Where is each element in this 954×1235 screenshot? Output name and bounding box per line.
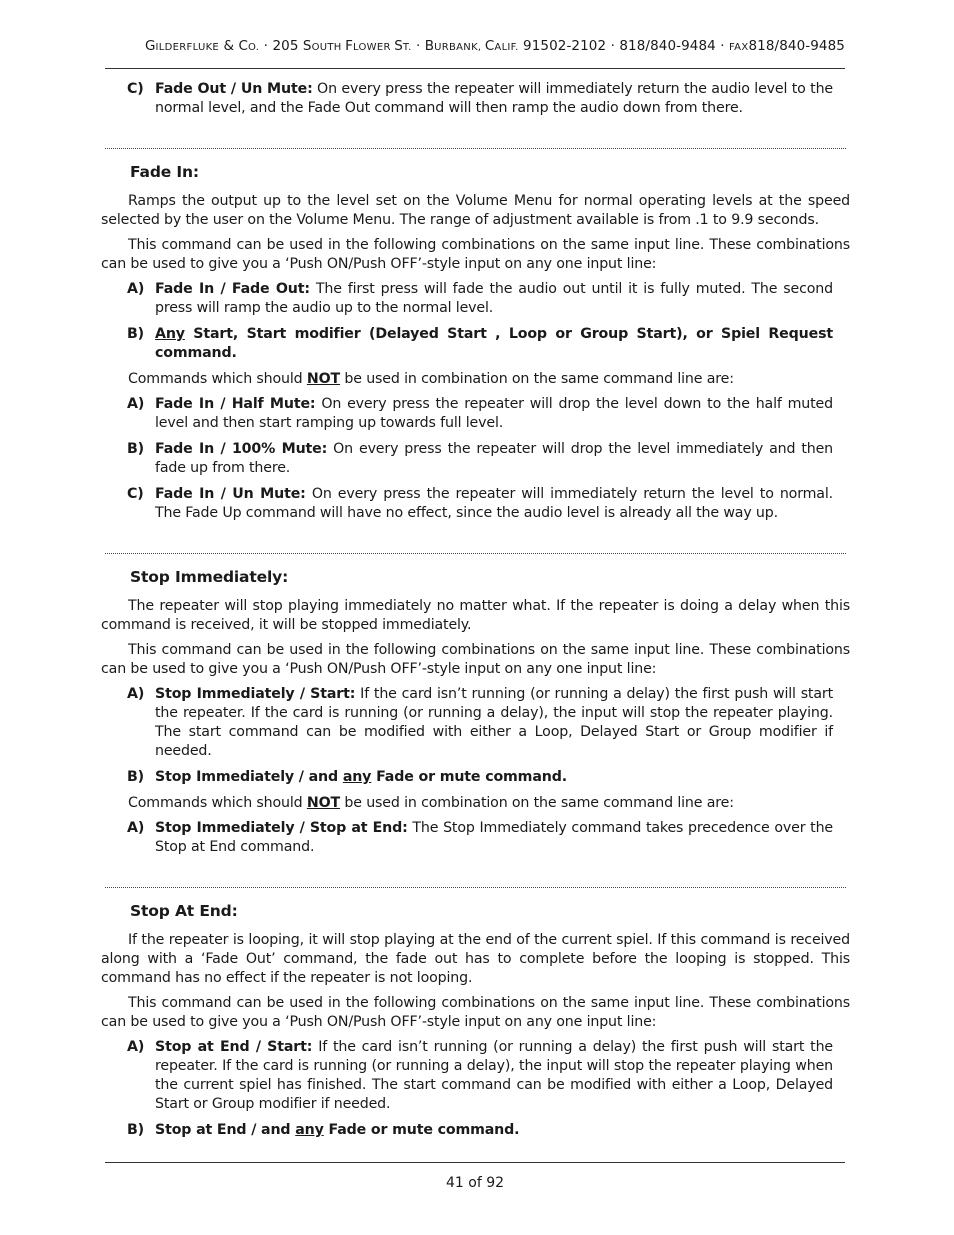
header-text: C (484, 38, 495, 54)
paragraph-text: be used in combination on the same command line are: (340, 795, 734, 811)
section-title: Fade In: (130, 163, 199, 181)
item-title: Stop at End / Start: (155, 1039, 313, 1055)
section-divider (105, 887, 846, 888)
list-item (101, 395, 850, 433)
underlined-word: NOT (306, 795, 341, 811)
header-text: ALIF. (494, 42, 519, 53)
underlined-word: any (342, 769, 372, 785)
item-label: B) (127, 769, 144, 785)
page-body (101, 80, 850, 1147)
underlined-word: NOT (306, 371, 341, 387)
paragraph-text: be used in combination on the same command line are: (340, 371, 734, 387)
header-text: F (345, 38, 353, 54)
paragraph: The repeater will stop playing immediately no matter what. If the repeater is doing a delay when this command is received, it will be stopped immediately. (101, 598, 850, 633)
item-label: A) (127, 281, 145, 297)
item-text: On every press the repeater will immediately return the level to normal. The Fade Up command will have no effect, since the audio level is already all the way up. (155, 486, 833, 521)
item-label: C) (127, 81, 144, 97)
item-text: If the card isn’t running (or running a delay) the first push will start the repeater. If the card is running (or running a delay), the input will stop the repeater playing when the current spiel has finished. The start command can be modified with either a Loop, Delayed Start or Group modifier if needed. (155, 1039, 833, 1112)
header-text: S (394, 38, 403, 54)
section-title: Stop At End: (130, 902, 238, 920)
header-text: ILDERFLUKE (155, 42, 220, 53)
item-label: A) (127, 686, 145, 702)
section-divider (105, 148, 846, 149)
page-header (105, 38, 845, 54)
item-text: Fade or mute command. (323, 1122, 520, 1138)
item-text: On every press the repeater will drop the level immediately and then fade up from there. (155, 441, 833, 476)
item-title: Fade In / Half Mute: (155, 396, 316, 412)
list-item (101, 768, 850, 787)
header-text: C (238, 38, 249, 54)
item-text: Stop at End / and (155, 1122, 296, 1138)
paragraph (128, 794, 850, 813)
item-text: Stop Immediately / and (155, 769, 343, 785)
item-label: A) (127, 1039, 145, 1055)
item-title: Fade Out / Un Mute: (155, 81, 313, 97)
paragraph (128, 370, 850, 389)
header-text: FAX (729, 42, 749, 53)
list-item (101, 440, 850, 478)
list-item (101, 1121, 850, 1140)
header-text: 818/840-9485 (748, 38, 845, 54)
item-label: A) (127, 820, 145, 836)
item-text: On every press the repeater will immediately return the audio level to the normal level, and the Fade Out command will then ramp the audio down from there. (155, 81, 833, 116)
paragraph: This command can be used in the following combinations on the same input line. These combinations can be used to give you a ‘Push ON/Push OFF’-style input on any one input line: (101, 237, 850, 272)
item-label: B) (127, 326, 144, 342)
header-divider (105, 68, 845, 69)
item-label: B) (127, 1122, 144, 1138)
paragraph: Ramps the output up to the level set on the Volume Menu for normal operating levels at the speed selected by the user on the Volume Menu. The range of adjustment available is from .1 to 9.9 seconds. (101, 193, 850, 228)
item-title: Fade In / 100% Mute: (155, 441, 328, 457)
item-title: Fade In / Un Mute: (155, 486, 306, 502)
section-title: Stop Immediately: (130, 568, 289, 586)
item-title: Stop Immediately / Stop at End: (155, 820, 408, 836)
footer-divider (105, 1162, 845, 1163)
header-text: G (144, 38, 156, 54)
item-text: Start, Start modifier (Delayed Start , Loop or Group Start), or Spiel Request command. (155, 326, 833, 361)
header-text: · 205 (259, 38, 303, 54)
header-text: URBANK, (434, 42, 485, 53)
item-title: Stop Immediately / Start: (155, 686, 356, 702)
item-text: On every press the repeater will drop the level down to the half muted level and then start ramping up towards full level. (155, 396, 833, 431)
list-item (101, 325, 850, 363)
paragraph: This command can be used in the following combinations on the same input line. These combinations can be used to give you a ‘Push ON/Push OFF’-style input on any one input line: (101, 995, 850, 1030)
item-text: Fade or mute command. (371, 769, 567, 785)
list-item (101, 819, 850, 857)
item-title: Fade In / Fade Out: (155, 281, 310, 297)
paragraph: If the repeater is looping, it will stop playing at the end of the current spiel. If this command is received along with a ‘Fade Out’ command, the fade out has to complete before the looping is stopped. This command has no effect if the repeater is not looping. (101, 932, 850, 986)
header-text: 91502-2102 · 818/840-9484 · (518, 38, 730, 54)
item-text: If the card isn’t running (or running a delay) the first push will start the repeater. If the card is running (or running a delay), the input will stop the repeater playing. The start command can be modified with either a Loop, Delayed Start or Group modifier if needed. (155, 686, 833, 759)
header-text: & (219, 38, 239, 54)
underlined-word: Any (155, 326, 185, 342)
underlined-word: any (295, 1122, 324, 1138)
list-item (101, 80, 850, 118)
header-text: T. (402, 42, 412, 53)
item-label: C) (127, 486, 144, 502)
header-text: OUTH (311, 42, 346, 53)
header-text: B (424, 38, 435, 54)
list-item (101, 685, 850, 761)
paragraph: This command can be used in the following combinations on the same input line. These combinations can be used to give you a ‘Push ON/Push OFF’-style input on any one input line: (101, 642, 850, 677)
paragraph-text: Commands which should (128, 371, 307, 387)
header-text: S (302, 38, 312, 54)
item-text: The first press will fade the audio out until it is fully muted. The second press will ramp the audio up to the normal level. (155, 281, 834, 316)
list-item (101, 280, 850, 318)
item-label: B) (127, 441, 144, 457)
header-text: · (411, 38, 425, 54)
paragraph-text: Commands which should (128, 795, 307, 811)
page-number: 41 of 92 (445, 1175, 505, 1191)
item-label: A) (127, 396, 145, 412)
section-divider (105, 553, 846, 554)
header-text: LOWER (352, 42, 395, 53)
header-text: O. (248, 42, 260, 53)
list-item (101, 485, 850, 523)
item-text: The Stop Immediately command takes precedence over the Stop at End command. (155, 820, 833, 855)
list-item (101, 1038, 850, 1114)
